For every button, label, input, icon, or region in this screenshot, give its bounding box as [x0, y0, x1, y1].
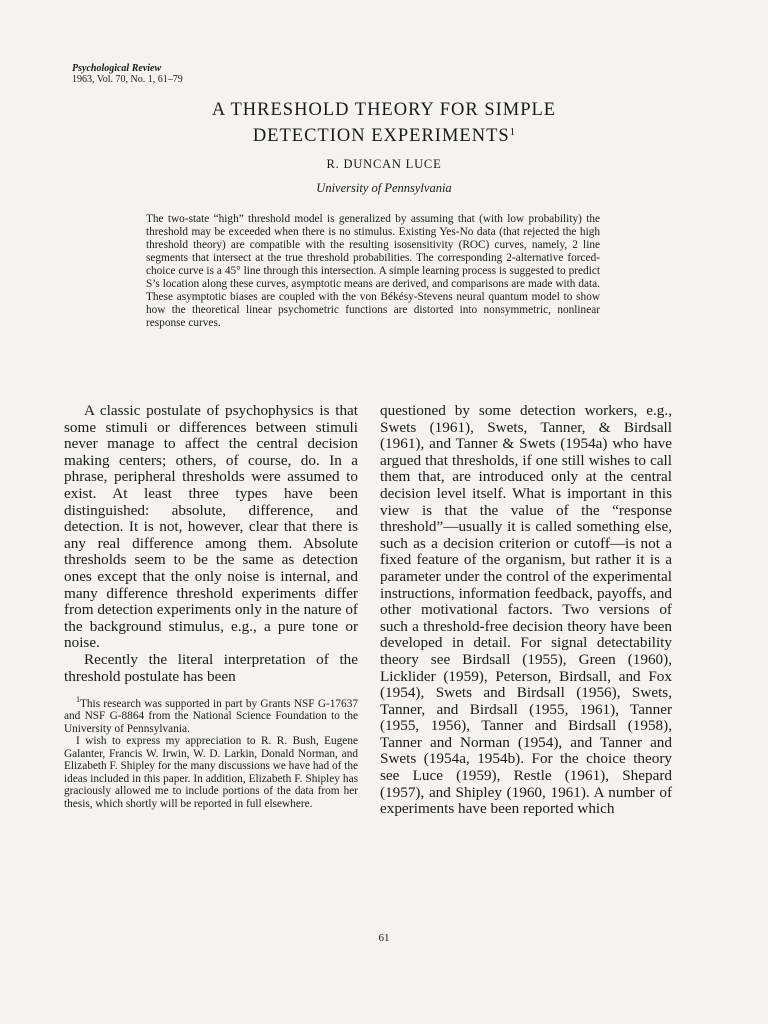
author-name: R. DUNCAN LUCE [326, 157, 442, 171]
journal-volume: 1963, Vol. 70, No. 1, 61–79 [72, 74, 183, 85]
body-column-right [380, 403, 672, 818]
journal-name: Psychological Review [72, 63, 162, 74]
footnote-1-text: This research was supported in part by Grants NSF G-17637 and NSF G-8864 from the National Science Foundation to the University of Pennsylvania. [64, 697, 358, 735]
footnote-acknowledgment: I wish to express my appreciation to R. R. Bush, Eugene Galanter, Francis W. Irwin, W. D. Larkin, Donald Norman, and Elizabeth F. Shipley for the many discussions we have had of the ideas included in this paper. In addition, Elizabeth F. Shipley has graciously allowed me to include portions of the data from her thesis, which shortly will be reported in full elsewhere. [64, 735, 359, 810]
author-affiliation: University of Pennsylvania [316, 181, 452, 195]
title-line-1: A THRESHOLD THEORY FOR SIMPLE [211, 100, 557, 120]
paper-title [0, 99, 768, 147]
title-line-2: DETECTION EXPERIMENTS [252, 126, 510, 146]
footnote-mark: 1 [76, 695, 80, 705]
title-footnote-mark: 1 [509, 126, 516, 138]
body-paragraph: questioned by some detection workers, e.g., Swets (1961), Swets, Tanner, & Birdsall (1961), and Tanner & Swets (1954a) who have argued that thresholds, if one still wishes to call them that, are introduced only at the central decision level itself. What is important in this view is that the value of the “response threshold”—usually it is called something else, such as a decision criterion or cutoff—is not a fixed feature of the organism, but rather it is a parameter under the control of the experimental instructions, information feedback, payoffs, and other motivational factors. Two versions of such a threshold-free decision theory have been developed in detail. For signal detectability theory see Birdsall (1955), Green (1960), Licklider (1959), Peterson, Birdsall, and Fox (1954), Swets and Birdsall (1956), Swets, Tanner, and Birdsall (1955, 1961), Tanner (1955, 1956), Tanner and Birdsall (1958), Tanner and Norman (1954), and Tanner and Swets (1954a, 1954b). For the choice theory see Luce (1959), Restle (1961), Shepard (1957), and Shipley (1960, 1961). A number of experiments have been reported which [380, 402, 672, 818]
footnote-1 [64, 694, 358, 735]
page-number: 61 [378, 932, 390, 944]
footnotes [64, 694, 358, 810]
journal-citation [72, 63, 183, 85]
abstract: The two-state “high” threshold model is generalized by assuming that (with low probability) the threshold may be exceeded when there is no stimulus. Existing Yes-No data (that rejected the high threshold theory) are compatible with the resulting isosensitivity (ROC) curves, namely, 2 line segments that intersect at the true threshold probabilities. The corresponding 2-alternative forced-choice curve is a 45° line through this intersection. A simple learning process is suggested to predict S’s location along these curves, asymptotic means are derived, and comparisons are made with data. These asymptotic biases are coupled with the von Békésy-Stevens neural quantum model to show how the theoretical linear psychometric functions are distorted into nonsymmetric, nonlinear response curves. [146, 213, 600, 329]
body-paragraph: A classic postulate of psychophysics is that some stimuli or differences between stimuli never manage to affect the central decision making centers; others, of course, do. In a phrase, peripheral thresholds were assumed to exist. At least three types have been distinguished: absolute, difference, and detection. It is not, however, clear that there is any real difference among them. Absolute thresholds seem to be the same as detection ones except that the only noise is internal, and many difference threshold experiments differ from detection experiments only in the nature of the background stimulus, e.g., a pure tone or noise. [64, 402, 358, 652]
body-column-left [64, 403, 358, 810]
body-paragraph: Recently the literal interpretation of the threshold postulate has been [64, 650, 358, 685]
